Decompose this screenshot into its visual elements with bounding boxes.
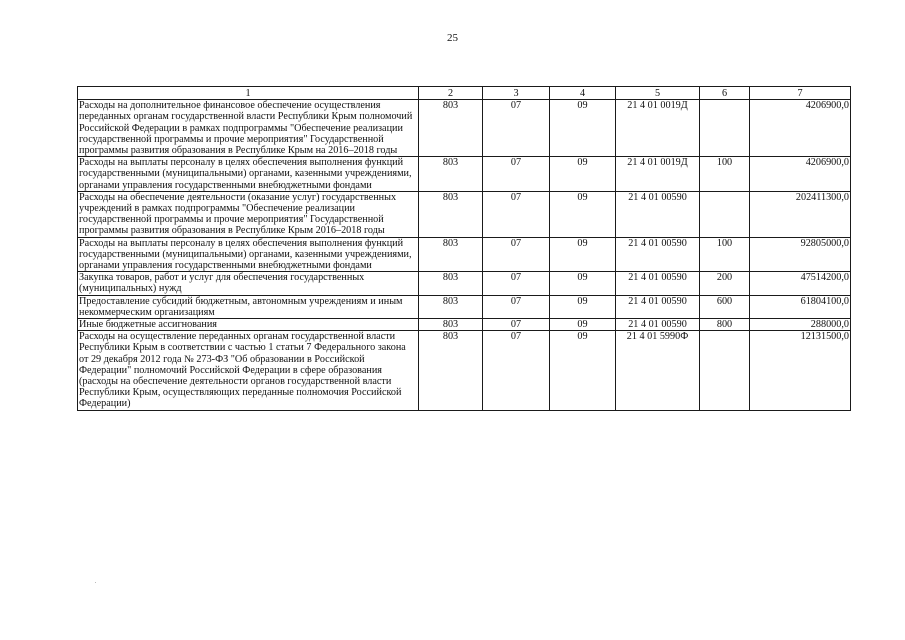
row-expense-type: 200 [700,272,750,295]
table-row [78,100,851,157]
row-name: Закупка товаров, работ и услуг для обеспечения государственных (муниципальных) нужд [78,272,419,295]
row-ministry-code: 803 [419,272,483,295]
table-row [78,191,851,237]
column-header-2: 2 [419,87,483,100]
column-header-6: 6 [700,87,750,100]
table-row [78,157,851,192]
row-ministry-code: 803 [419,319,483,331]
row-amount: 47514200,0 [750,272,851,295]
row-section-code: 07 [483,319,550,331]
row-ministry-code: 803 [419,237,483,272]
row-amount: 92805000,0 [750,237,851,272]
row-subsection-code: 09 [550,237,616,272]
page-number: 25 [447,32,458,44]
row-section-code: 07 [483,191,550,237]
table-row [78,319,851,331]
row-subsection-code: 09 [550,100,616,157]
row-subsection-code: 09 [550,157,616,192]
row-ministry-code: 803 [419,157,483,192]
row-section-code: 07 [483,237,550,272]
row-target-code: 21 4 01 00590 [616,319,700,331]
row-subsection-code: 09 [550,331,616,410]
table-row [78,295,851,318]
row-section-code: 07 [483,157,550,192]
row-section-code: 07 [483,295,550,318]
row-name: Расходы на обеспечение деятельности (оказание услуг) государственных учреждений в рамках подпрограммы "Обеспечение реализации государственной программы и прочие мероприятия" Государственной программы развития образования в Республике Крым 2016–2018 годы [78,191,419,237]
row-amount: 202411300,0 [750,191,851,237]
row-amount: 4206900,0 [750,100,851,157]
row-target-code: 21 4 01 0019Д [616,157,700,192]
table-row [78,237,851,272]
budget-table [77,86,851,411]
table-header-row [78,87,851,100]
row-subsection-code: 09 [550,319,616,331]
row-expense-type: 800 [700,319,750,331]
row-name: Расходы на дополнительное финансовое обеспечение осуществления переданных органам государственной власти Республики Крым полномочий Российской Федерации в рамках подпрограммы "Обеспечение реализации государственной программы и прочие мероприятия" Государственной программы развития образования в Республике Крым на 2016–2018 годы [78,100,419,157]
row-name: Расходы на выплаты персоналу в целях обеспечения выполнения функций государственными (муниципальными) органами, казенными учреждениями, органами управления государственными внебюджетными фондами [78,157,419,192]
scan-speck [95,582,96,583]
row-target-code: 21 4 01 00590 [616,272,700,295]
column-header-7: 7 [750,87,851,100]
table-row [78,272,851,295]
row-expense-type: 100 [700,237,750,272]
row-subsection-code: 09 [550,272,616,295]
row-expense-type [700,191,750,237]
row-target-code: 21 4 01 00590 [616,237,700,272]
row-subsection-code: 09 [550,295,616,318]
row-expense-type [700,100,750,157]
row-name: Иные бюджетные ассигнования [78,319,419,331]
row-target-code: 21 4 01 0019Д [616,100,700,157]
row-expense-type [700,331,750,410]
column-header-5: 5 [616,87,700,100]
column-header-1: 1 [78,87,419,100]
row-target-code: 21 4 01 00590 [616,295,700,318]
row-expense-type: 100 [700,157,750,192]
row-amount: 288000,0 [750,319,851,331]
row-name: Расходы на осуществление переданных органам государственной власти Республики Крым в соответствии с частью 1 статьи 7 Федерального закона от 29 декабря 2012 года № 273-ФЗ "Об образовании в Российской Федерации" полномочий Российской Федерации в сфере образования (расходы на обеспечение деятельности органов государственной власти Республики Крым, осуществляющих переданные полномочия Российской Федерации) [78,331,419,410]
column-header-4: 4 [550,87,616,100]
row-ministry-code: 803 [419,331,483,410]
column-header-3: 3 [483,87,550,100]
row-section-code: 07 [483,331,550,410]
row-section-code: 07 [483,100,550,157]
row-target-code: 21 4 01 5990Ф [616,331,700,410]
row-amount: 12131500,0 [750,331,851,410]
row-amount: 61804100,0 [750,295,851,318]
row-target-code: 21 4 01 00590 [616,191,700,237]
row-subsection-code: 09 [550,191,616,237]
row-expense-type: 600 [700,295,750,318]
row-name: Расходы на выплаты персоналу в целях обеспечения выполнения функций государственными (муниципальными) органами, казенными учреждениями, органами управления государственными внебюджетными фондами [78,237,419,272]
row-amount: 4206900,0 [750,157,851,192]
row-ministry-code: 803 [419,295,483,318]
row-section-code: 07 [483,272,550,295]
table-row [78,331,851,410]
row-ministry-code: 803 [419,191,483,237]
row-ministry-code: 803 [419,100,483,157]
row-name: Предоставление субсидий бюджетным, автономным учреждениям и иным некоммерческим организациям [78,295,419,318]
